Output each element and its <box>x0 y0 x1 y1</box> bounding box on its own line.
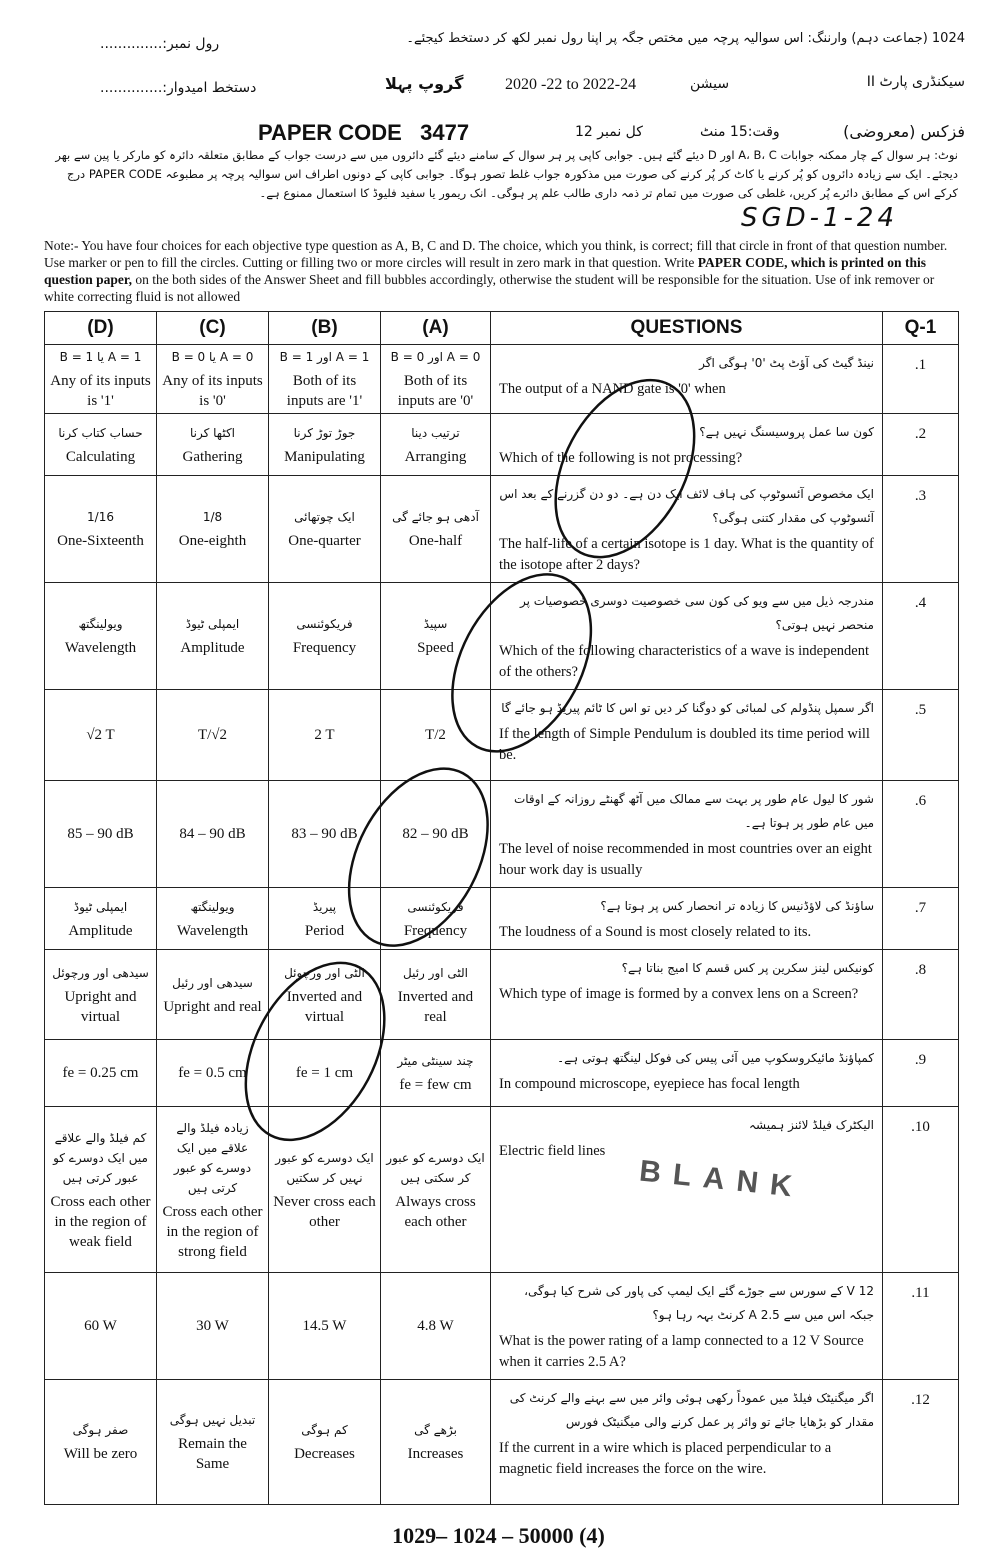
year-code: 1024 <box>931 31 965 46</box>
option-d-cell[interactable] <box>45 1273 157 1380</box>
footer-code: 1029– 1024 – 50000 (4) <box>392 1523 605 1548</box>
question-number: .12 <box>883 1380 959 1505</box>
warning-text: (جماعت دہم) وارننگ: اس سوالیہ پرچہ میں مختص جگہ پر اپنا رول نمبر لکھ کر دستخط کیجئے۔ <box>406 31 928 46</box>
option-urdu: الٹی اور ورچوئل <box>284 965 365 980</box>
option-english: fe = 0.25 cm <box>62 1065 139 1081</box>
option-urdu: کم ہوگی <box>301 1423 348 1437</box>
option-d-cell[interactable] <box>45 690 157 781</box>
option-urdu: 1/8 <box>202 510 223 524</box>
question-number: .4 <box>883 583 959 690</box>
option-english: Never cross each other <box>273 1193 376 1230</box>
option-urdu: فریکوئنسی <box>407 899 464 914</box>
question-english: Which of the following is not processing? <box>499 450 743 466</box>
table-row <box>45 690 959 781</box>
question-english: Which type of image is formed by a convex lens on a Screen? <box>499 986 859 1002</box>
option-english: Calculating <box>65 448 136 465</box>
option-english: Both of its inputs are '1' <box>286 373 363 409</box>
option-a-cell[interactable] <box>381 781 491 888</box>
option-urdu: چند سینٹی میٹر <box>397 1054 474 1068</box>
option-a-cell[interactable] <box>381 476 491 583</box>
option-english: One-eighth <box>178 533 247 549</box>
option-english: Period <box>304 922 345 939</box>
option-b-cell[interactable] <box>269 583 381 690</box>
question-english: The level of noise recommended in most countries over an eight hour work day is usually <box>499 841 872 878</box>
question-english: Electric field lines <box>499 1143 606 1159</box>
option-a-cell[interactable] <box>381 950 491 1040</box>
option-b-cell[interactable] <box>269 1380 381 1505</box>
question-cell <box>491 414 883 476</box>
option-urdu: پیریڈ <box>312 899 337 914</box>
content-flow <box>44 146 958 1549</box>
option-english: fe = few cm <box>399 1077 472 1093</box>
option-english: 2 T <box>314 727 335 743</box>
question-cell <box>491 345 883 414</box>
option-d-cell[interactable] <box>45 1380 157 1505</box>
option-urdu: 1/16 <box>87 510 114 524</box>
table-row <box>45 888 959 950</box>
question-number: .1 <box>883 345 959 414</box>
question-urdu: ایک مخصوص آئسوٹوپ کی ہاف لائف ایک دن ہے۔ دو دن گزرنے کے بعد اس آئسوٹوپ کی مقدار کتنی ہوگی؟ <box>499 487 874 525</box>
option-b-cell[interactable] <box>269 950 381 1040</box>
option-c-cell[interactable] <box>157 888 269 950</box>
question-cell <box>491 690 883 781</box>
option-b-cell[interactable] <box>269 345 381 414</box>
option-a-cell[interactable] <box>381 414 491 476</box>
option-urdu: زیادہ فیلڈ والے علاقے میں ایک دوسرے کو عبور کرتی ہیں <box>173 1120 252 1195</box>
option-urdu: حساب کتاب کرنا <box>58 425 143 440</box>
question-number: .5 <box>883 690 959 781</box>
option-english: Inverted and virtual <box>286 988 363 1025</box>
table-row <box>45 950 959 1040</box>
option-b-cell[interactable] <box>269 781 381 888</box>
question-english: What is the power rating of a lamp connected to a 12 V Source when it carries 2.5 A? <box>499 1333 864 1370</box>
option-english: 84 – 90 dB <box>179 826 246 842</box>
option-english: 60 W <box>84 1318 117 1334</box>
question-english: The half-life of a certain isotope is 1 day. What is the quantity of the isotope after 2 days? <box>499 536 874 573</box>
option-b-cell[interactable] <box>269 690 381 781</box>
option-english: 82 – 90 dB <box>402 826 469 842</box>
note-urdu: نوٹ: ہر سوال کے چار ممکنہ جوابات A، B، C اور D دیئے گئے ہیں۔ جوابی کاپی پر ہر سوال کے سامنے دیئے گئے دائروں میں سے درست جواب کے مطابق متعلقہ دائرہ کو مارکر یا پین سے بھر دیجئے۔ ایک سے زیادہ دائروں کو پُر کرنے یا کاٹ کر پُر کرنے کی صورت میں مذکورہ جواب غلط تصور ہوگا۔ جوابی کاپی کے دونوں اطراف اس سوالیہ پرچہ پر مطبوعہ PAPER CODE درج کرکے اس کے مطابق دائرے پُر کریں، غلطی کی صورت میں تمام تر ذمہ داری طالب علم پر ہوگی۔ انک ریمور یا سفید فلیوڈ کا استعمال ممنوع ہے۔ <box>55 148 958 200</box>
question-urdu: کمپاؤنڈ مائیکروسکوپ میں آئی پیس کی فوکل لینگتھ ہوتی ہے۔ <box>557 1051 874 1065</box>
option-urdu: جوڑ توڑ کرنا <box>293 425 356 440</box>
option-english: Amplitude <box>68 922 133 939</box>
option-urdu: بڑھے گی <box>414 1423 457 1437</box>
option-english: Cross each other in the region of weak field <box>50 1193 151 1250</box>
option-urdu: ایمپلی ٹیوڈ <box>185 617 240 631</box>
option-english: Frequency <box>403 922 468 939</box>
note-text: Note:- You have four choices for each objective type question as A, B, C and D. The choice, which you think, is correct; fill that circle in front of that question number. Use marker or pen to fill the circles. Cutting or filling two or more circles will result in zero mark in that question. Write <box>44 238 948 270</box>
option-english: Wavelength <box>176 922 249 939</box>
option-c-cell[interactable] <box>157 414 269 476</box>
question-number: .11 <box>883 1273 959 1380</box>
paper-code: PAPER CODE 3477 <box>258 120 470 145</box>
option-english: Speed <box>417 640 454 656</box>
option-english: 30 W <box>196 1318 229 1334</box>
header-option-a: (A) <box>381 312 491 345</box>
header-option-d: (D) <box>45 312 157 345</box>
option-english: 4.8 W <box>417 1318 454 1334</box>
question-number: .3 <box>883 476 959 583</box>
option-c-cell[interactable] <box>157 583 269 690</box>
table-row <box>45 781 959 888</box>
option-english: Always cross each other <box>395 1193 476 1230</box>
question-number: .7 <box>883 888 959 950</box>
question-cell <box>491 1273 883 1380</box>
option-b-cell[interactable] <box>269 1107 381 1273</box>
option-english: 83 – 90 dB <box>291 826 358 842</box>
question-english: If the current in a wire which is placed perpendicular to a magnetic field increases the force on the wire. <box>499 1440 832 1477</box>
roll-number-field: رول نمبر:.............. <box>100 36 220 52</box>
option-english: Both of its inputs are '0' <box>397 373 474 409</box>
option-urdu: ترتیب دینا <box>411 425 460 440</box>
option-d-cell[interactable] <box>45 888 157 950</box>
time-label: وقت:15 منٹ <box>700 124 780 140</box>
option-english: 85 – 90 dB <box>67 826 134 842</box>
option-a-cell[interactable] <box>381 1107 491 1273</box>
option-d-cell[interactable] <box>45 1107 157 1273</box>
option-english: Will be zero <box>63 1446 138 1462</box>
option-english: Arranging <box>404 448 467 465</box>
question-urdu: مندرجہ ذیل میں سے ویو کی کون سی خصوصیت دوسری خصوصیات پر منحصر نہیں ہوتی؟ <box>520 594 874 632</box>
option-urdu: B = 0 اور A = 0 <box>390 350 481 364</box>
question-urdu: شور کا لیول عام طور پر بہت سے ممالک میں آٹھ گھنٹے روزانہ کے اوقات میں عام طور پر ہوتا ہے۔ <box>513 792 874 830</box>
option-english: Upright and real <box>163 998 262 1015</box>
table-row <box>45 1040 959 1107</box>
total-marks-label: کل نمبر 12 <box>575 124 643 140</box>
option-urdu: ایک چوتھائی <box>294 510 355 524</box>
question-urdu: کونیکس لینز سکرین پر کس قسم کا امیج بناتا ہے؟ <box>621 961 874 975</box>
option-urdu: فریکوئنسی <box>296 617 353 631</box>
option-a-cell[interactable] <box>381 888 491 950</box>
candidate-signature-field: دستخط امیدوار:.............. <box>100 80 257 96</box>
question-cell <box>491 583 883 690</box>
handwritten-code: SGD-1-24 <box>740 203 898 233</box>
option-urdu: سیدھی اور رئیل <box>172 975 253 990</box>
question-urdu: کون سا عمل پروسیسنگ نہیں ہے؟ <box>699 425 874 439</box>
option-c-cell[interactable] <box>157 1273 269 1380</box>
group-label: گروپ پہلا <box>385 74 464 93</box>
table-row <box>45 345 959 414</box>
option-urdu: تبدیل نہیں ہوگی <box>169 1413 256 1427</box>
session-value: 2020 -22 to 2022-24 <box>505 76 637 93</box>
part-label: سیکنڈری پارٹ II <box>866 74 965 90</box>
option-english: One-Sixteenth <box>57 533 144 549</box>
option-c-cell[interactable] <box>157 781 269 888</box>
question-english: Which of the following characteristics of a wave is independent of the others? <box>499 643 870 680</box>
option-english: 14.5 W <box>302 1318 347 1334</box>
option-urdu: B = 1 اور A = 1 <box>279 350 370 364</box>
option-urdu: ایک دوسرے کو عبور نہیں کر سکتیں <box>275 1150 374 1185</box>
question-english: If the length of Simple Pendulum is doubled its time period will be. <box>499 726 870 763</box>
question-cell <box>491 781 883 888</box>
option-c-cell[interactable] <box>157 345 269 414</box>
option-urdu: الٹی اور رئیل <box>402 965 468 980</box>
question-urdu: 12 V کے سورس سے جوڑے گئے ایک لیمپ کی پاور کی شرح کیا ہوگی، جبکہ اس میں سے 2.5 A کرنٹ بہہ رہا ہو؟ <box>524 1284 874 1322</box>
option-english: Any of its inputs is '0' <box>162 373 263 409</box>
option-c-cell[interactable] <box>157 950 269 1040</box>
question-cell <box>491 1380 883 1505</box>
option-b-cell[interactable] <box>269 1040 381 1107</box>
questions-table <box>44 311 959 1505</box>
option-english: One-quarter <box>288 533 361 549</box>
option-urdu: ایمپلی ٹیوڈ <box>73 899 128 914</box>
header-questions: QUESTIONS <box>491 312 883 345</box>
option-b-cell[interactable] <box>269 476 381 583</box>
option-c-cell[interactable] <box>157 476 269 583</box>
option-urdu: سپیڈ <box>423 617 448 631</box>
header-q1: Q-1 <box>883 312 959 345</box>
warning-line <box>365 30 965 47</box>
note-text-end: on the both sides of the Answer Sheet and fill bubbles accordingly, otherwise the student will be responsible for the situation. Use of ink remover or white correcting fluid is not allowed <box>44 272 935 304</box>
option-english: Wavelength <box>64 640 137 656</box>
option-urdu: ایک دوسرے کو عبور کر سکتی ہیں <box>386 1150 485 1185</box>
session-label: سیشن <box>690 76 730 92</box>
option-urdu: سیدھی اور ورچوئل <box>52 965 149 980</box>
option-english: Any of its inputs is '1' <box>50 373 151 409</box>
question-number: .6 <box>883 781 959 888</box>
option-urdu: آدھی ہو جائے گی <box>392 510 479 524</box>
option-d-cell[interactable] <box>45 950 157 1040</box>
option-urdu: اکٹھا کرنا <box>190 425 235 440</box>
option-urdu: ویولینگتھ <box>78 617 123 631</box>
option-english: fe = 1 cm <box>295 1065 354 1081</box>
option-c-cell[interactable] <box>157 690 269 781</box>
header-option-c: (C) <box>157 312 269 345</box>
option-a-cell[interactable] <box>381 1380 491 1505</box>
table-row <box>45 583 959 690</box>
option-english: Remain the Same <box>178 1436 247 1472</box>
option-c-cell[interactable] <box>157 1040 269 1107</box>
option-english: √2 T <box>86 727 115 743</box>
option-english: Increases <box>407 1446 464 1462</box>
option-b-cell[interactable] <box>269 414 381 476</box>
blank-stamp: BLANK <box>637 1154 806 1205</box>
option-d-cell[interactable] <box>45 414 157 476</box>
question-urdu: نینڈ گیٹ کی آؤٹ پٹ '0' ہوگی اگر <box>699 356 874 370</box>
question-number: .10 <box>883 1107 959 1273</box>
question-cell <box>491 888 883 950</box>
option-a-cell[interactable] <box>381 690 491 781</box>
option-english: Manipulating <box>284 448 365 465</box>
option-english: Inverted and real <box>397 988 474 1025</box>
question-english: The loudness of a Sound is most closely related to its. <box>499 924 812 940</box>
table-row <box>45 1107 959 1273</box>
option-english: Decreases <box>294 1446 355 1462</box>
option-urdu: ویولینگتھ <box>190 899 235 914</box>
option-d-cell[interactable] <box>45 781 157 888</box>
option-urdu: صفر ہوگی <box>72 1423 129 1437</box>
subject-label: فزکس (معروضی) <box>843 122 965 141</box>
question-cell <box>491 950 883 1040</box>
question-urdu: اگر میگنیٹک فیلڈ میں عموداً رکھی ہوئی وائر میں سے بہنے والے کرنٹ کی مقدار کو بڑھایا جائے تو وائر پر عمل کرنے والی میگنیٹک فورس <box>509 1391 874 1429</box>
table-row <box>45 1380 959 1505</box>
option-d-cell[interactable] <box>45 476 157 583</box>
option-c-cell[interactable] <box>157 1107 269 1273</box>
option-d-cell[interactable] <box>45 583 157 690</box>
option-english: One-half <box>408 533 463 549</box>
question-cell <box>491 1107 883 1273</box>
option-english: Gathering <box>182 448 243 465</box>
option-english: Frequency <box>292 640 357 656</box>
table-row <box>45 1273 959 1380</box>
table-row <box>45 414 959 476</box>
question-urdu: ساؤنڈ کی لاؤڈنیس کا زیادہ تر انحصار کس پر ہوتا ہے؟ <box>600 899 874 913</box>
option-b-cell[interactable] <box>269 888 381 950</box>
note-bold-text: PAPER CODE, which is printed on this question paper, <box>44 255 926 287</box>
question-urdu: الیکٹرک فیلڈ لائنز ہمیشہ <box>748 1118 874 1132</box>
option-english: T/√2 <box>197 727 228 743</box>
question-number: .2 <box>883 414 959 476</box>
option-b-cell[interactable] <box>269 1273 381 1380</box>
question-english: The output of a NAND gate is '0' when <box>499 381 726 397</box>
option-english: Upright and virtual <box>64 988 137 1025</box>
question-number: .9 <box>883 1040 959 1107</box>
question-urdu: اگر سمپل پنڈولم کی لمبائی کو دوگنا کر دیں تو اس کا ٹائم پیریڈ ہو جائے گا <box>501 701 874 715</box>
option-a-cell[interactable] <box>381 583 491 690</box>
note-english <box>44 237 958 305</box>
question-number: .8 <box>883 950 959 1040</box>
header-option-b: (B) <box>269 312 381 345</box>
option-urdu: B = 1 یا A = 1 <box>59 350 142 364</box>
option-c-cell[interactable] <box>157 1380 269 1505</box>
option-english: fe = 0.5 cm <box>178 1065 247 1081</box>
question-english: In compound microscope, eyepiece has focal length <box>499 1076 800 1092</box>
option-d-cell[interactable] <box>45 1040 157 1107</box>
option-d-cell[interactable] <box>45 345 157 414</box>
option-a-cell[interactable] <box>381 1273 491 1380</box>
option-english: Cross each other in the region of strong field <box>162 1203 263 1260</box>
question-cell <box>491 1040 883 1107</box>
option-urdu: B = 0 یا A = 0 <box>171 350 254 364</box>
table-row <box>45 476 959 583</box>
question-cell <box>491 476 883 583</box>
option-a-cell[interactable] <box>381 1040 491 1107</box>
note-urdu-block <box>44 146 958 233</box>
option-english: Amplitude <box>180 640 245 656</box>
option-urdu: کم فیلڈ والے علاقے میں ایک دوسرے کو عبور کرتی ہیں <box>53 1130 148 1185</box>
option-a-cell[interactable] <box>381 345 491 414</box>
option-english: T/2 <box>425 727 446 743</box>
